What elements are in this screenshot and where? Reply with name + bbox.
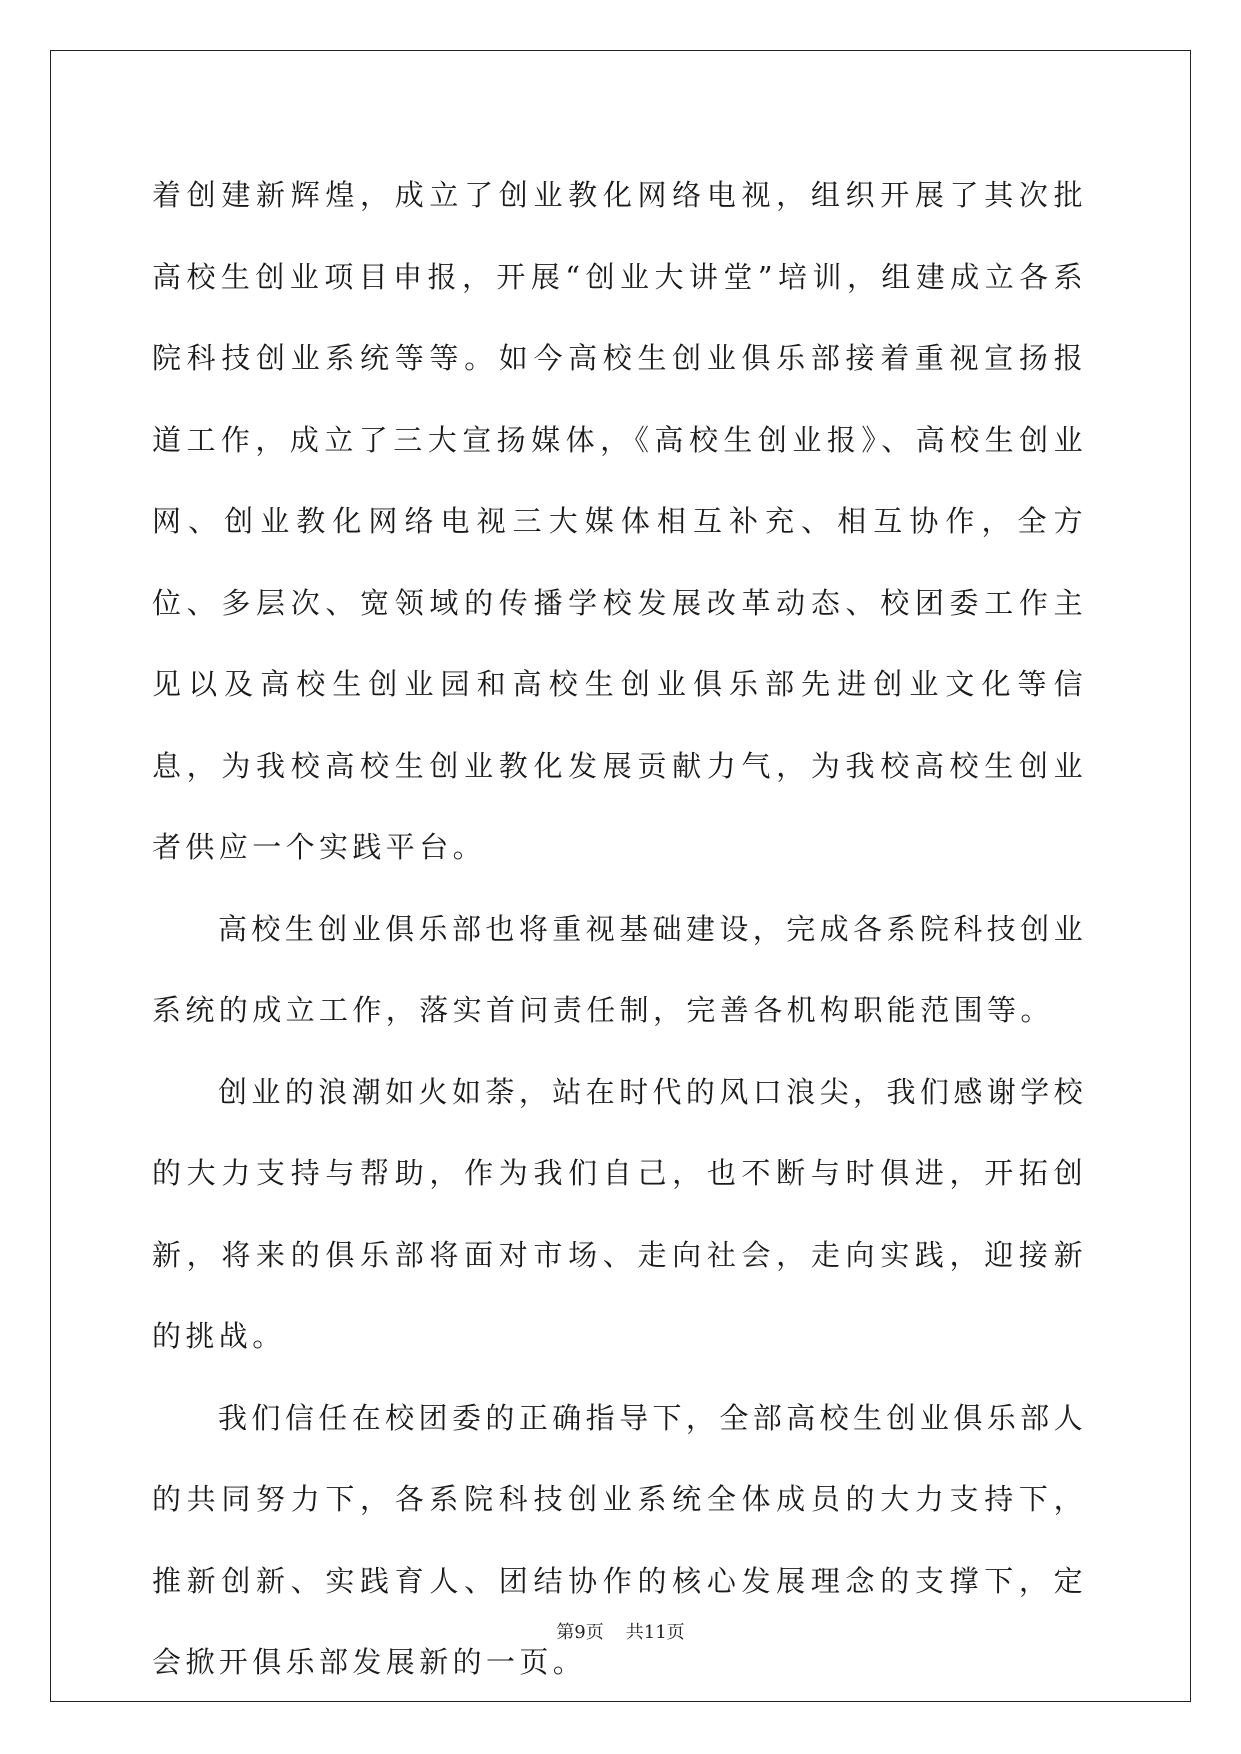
paragraph-continued: 着创建新辉煌，成立了创业教化网络电视，组织开展了其次批高校生创业项目申报，开展“创业大讲堂”培训，组建成立各系院科技创业系统等等。如今高校生创业俱乐部接着重视宣扬报道工作，成立了三大宣扬媒体，《高校生创业报》、高校生创业网、创业教化网络电视三大媒体相互补充、相互协作，全方位、多层次、宽领域的传播学校发展改革动态、校团委工作主见以及高校生创业园和高校生创业俱乐部先进创业文化等信息，为我校高校生创业教化发展贡献力气，为我校高校生创业者供应一个实践平台。 [152, 178, 1087, 864]
document-body [152, 155, 1087, 1704]
paragraph: 高校生创业俱乐部也将重视基础建设，完成各系院科技创业系统的成立工作，落实首问责任制，完善各机构职能范围等。 [152, 911, 1087, 1027]
page-number: 第9页 [556, 1622, 604, 1643]
page-total: 共11页 [625, 1622, 685, 1643]
paragraph: 创业的浪潮如火如荼，站在时代的风口浪尖，我们感谢学校的大力支持与帮助，作为我们自己，也不断与时俱进，开拓创新，将来的俱乐部将面对市场、走向社会，走向实践，迎接新的挑战。 [152, 1074, 1087, 1353]
paragraph: 我们信任在校团委的正确指导下，全部高校生创业俱乐部人的共同努力下，各系院科技创业系统全体成员的大力支持下，推新创新、实践育人、团结协作的核心发展理念的支撑下，定会掀开俱乐部发展新的一页。 [152, 1400, 1087, 1679]
page-footer [0, 1618, 1241, 1644]
